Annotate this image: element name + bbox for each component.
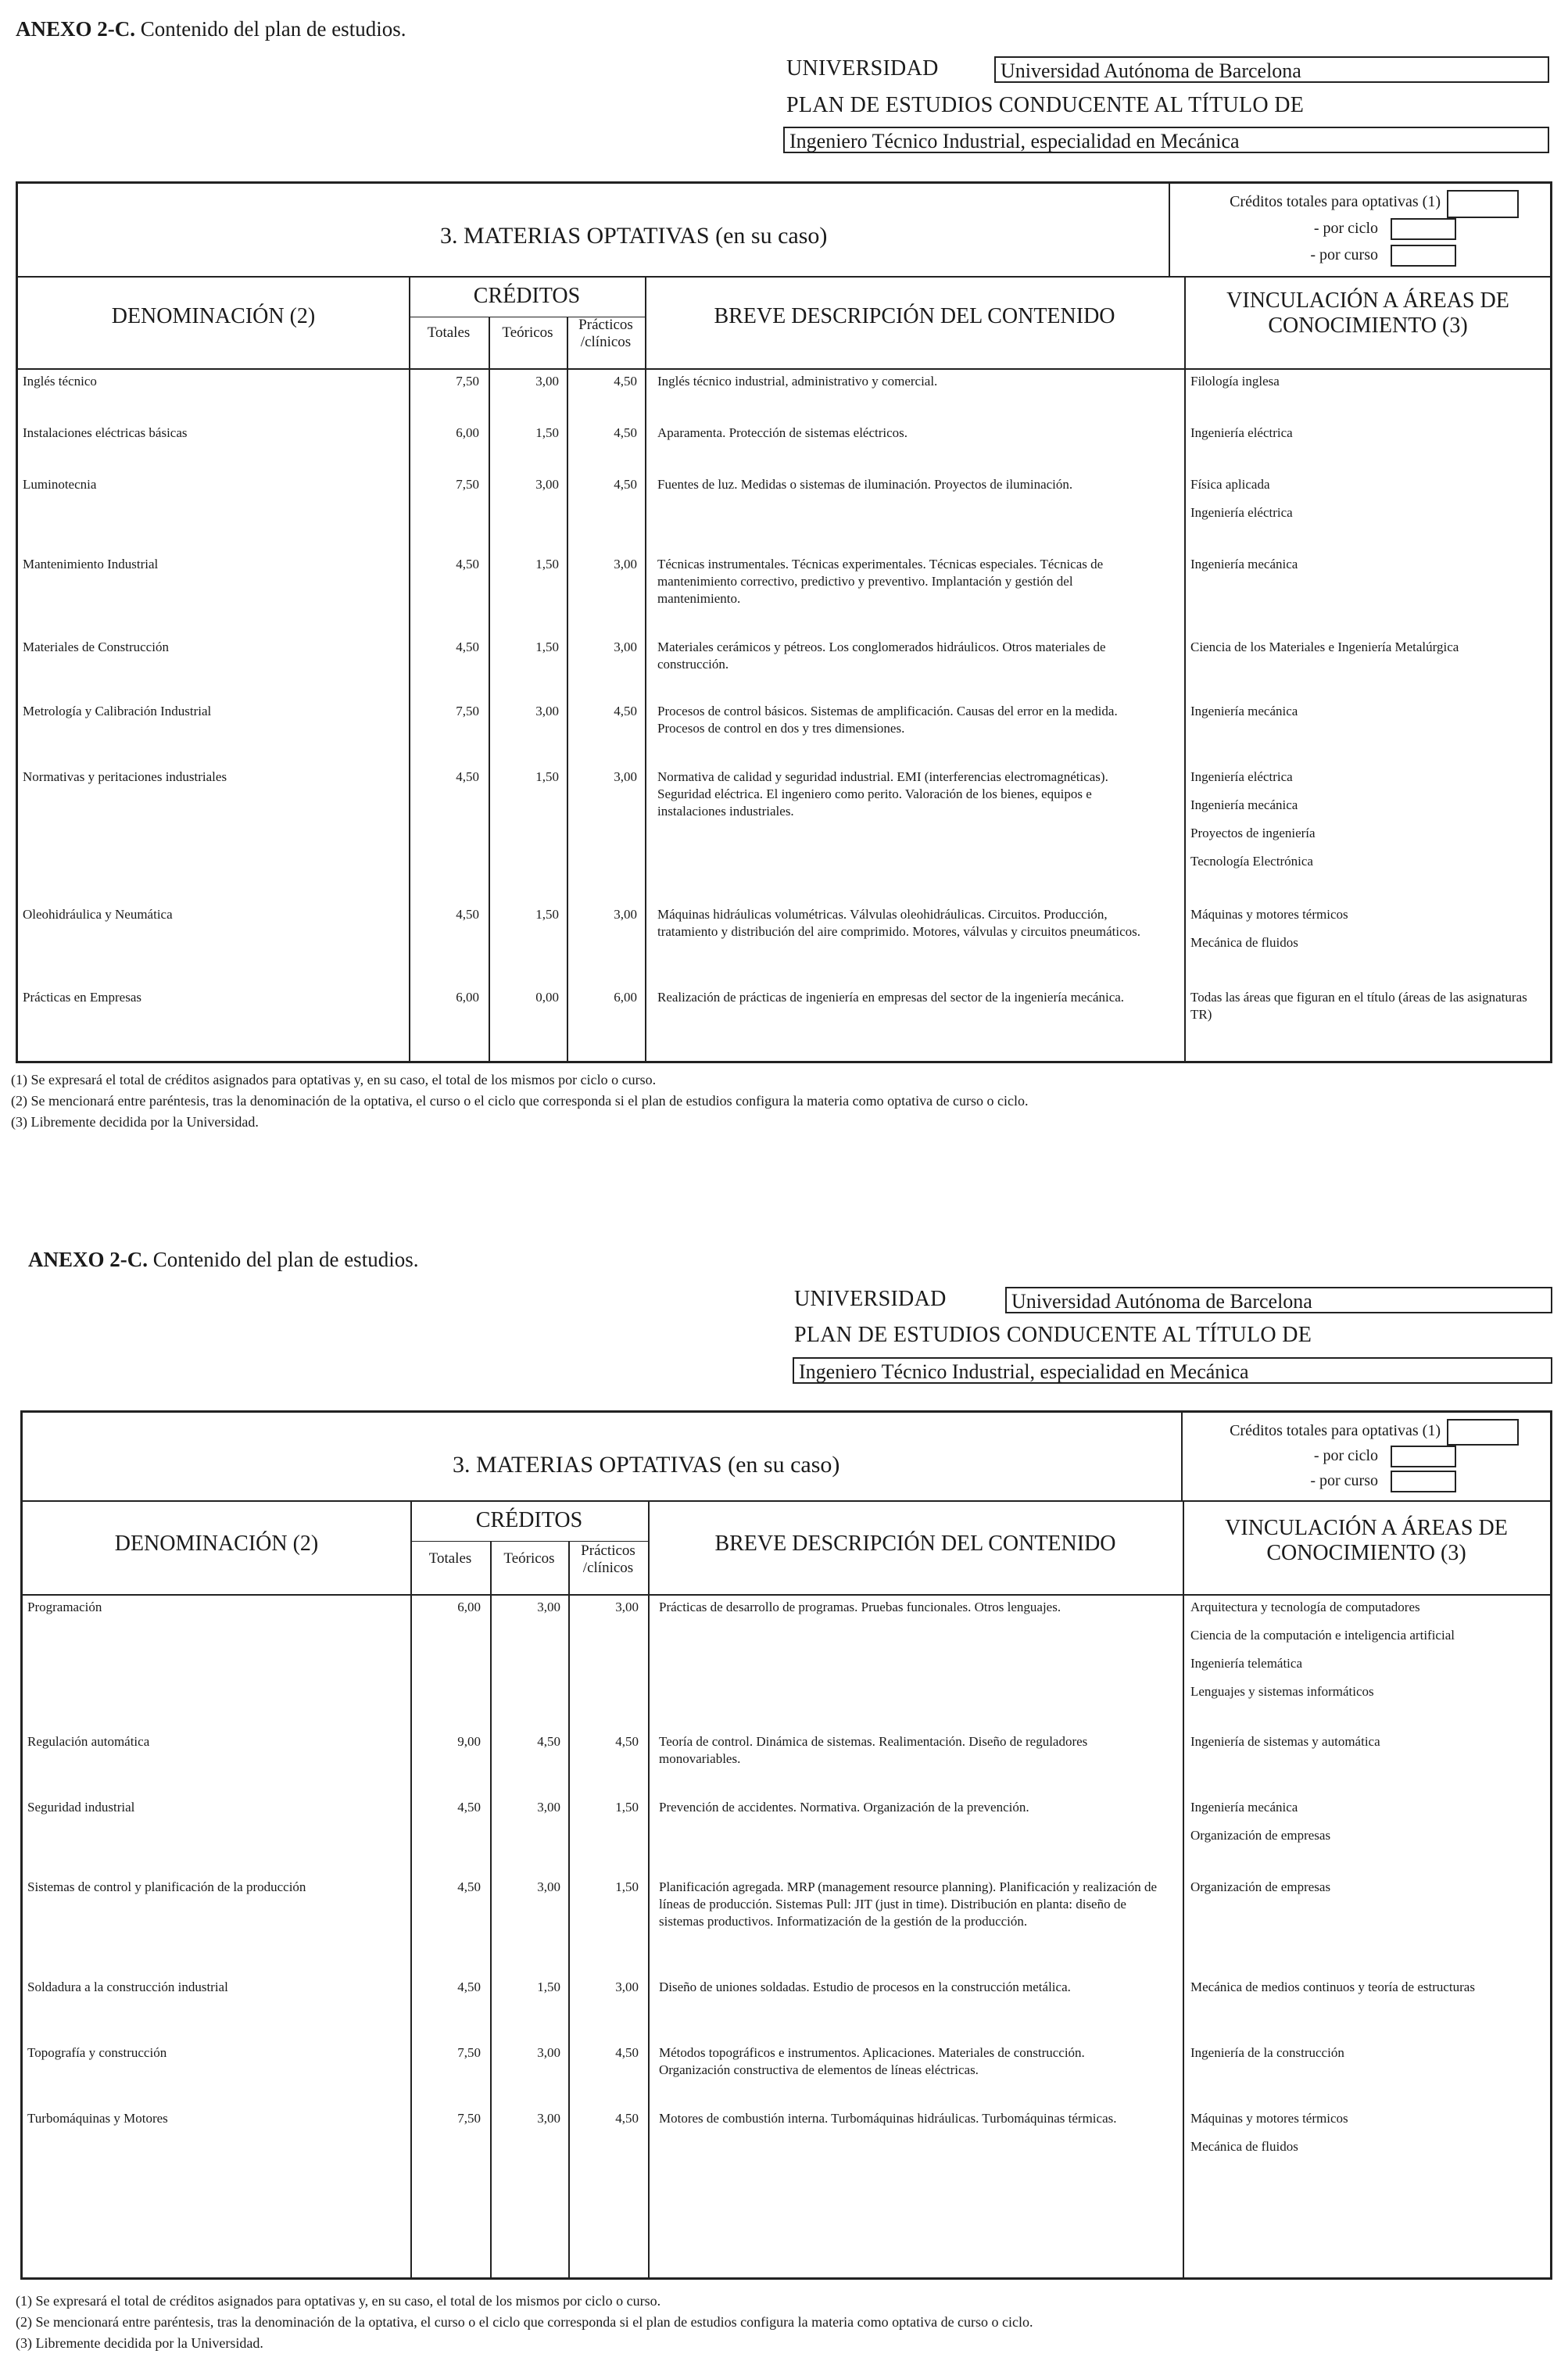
- col-totales: Totales: [428, 1550, 472, 1567]
- titulo-field: Ingeniero Técnico Industrial, especialidad en Mecánica: [783, 127, 1549, 153]
- footnote-1: (1) Se expresará el total de créditos asignados para optativas y, en su caso, el total de los mismos por ciclo o curso.: [16, 2293, 661, 2309]
- footnote-2: (2) Se mencionará entre paréntesis, tras la denominación de la optativa, el curso o el ciclo que corresponda si el plan de estudios configura la materia como optativa de curso o ciclo.: [16, 2314, 1033, 2330]
- page-heading: ANEXO 2-C. Contenido del plan de estudios.: [16, 17, 406, 41]
- footnotes: [16, 2291, 1033, 2354]
- creditos-totales-label: Créditos totales para optativas (1): [1230, 1422, 1441, 1439]
- col-totales: Totales: [427, 324, 471, 341]
- creditos-totales-field: [1447, 190, 1519, 218]
- column-headers: [23, 1500, 1550, 1596]
- col-creditos: CRÉDITOS: [475, 1508, 583, 1532]
- creditos-totales-field: [1447, 1419, 1519, 1446]
- col-denominacion: DENOMINACIÓN (2): [114, 1532, 319, 1556]
- creditos-totales-box: [1181, 1413, 1550, 1500]
- col-teoricos: Teóricos: [502, 324, 553, 341]
- por-ciclo-label: - por ciclo: [1313, 1447, 1378, 1464]
- optativas-table: 3. MATERIAS OPTATIVAS (en su caso) Créditos totales para optativas (1) - por ciclo - por curso DENOMINACIÓN (2) CRÉDITOS Totales Teóricos Prácticos /clínicos BREVE DESCRIPCIÓN DEL CONTENIDO VINCULACIÓN A ÁREAS DE CONOCIMIENTO (3) Programación 6,00 3,00 3,00 Prácticas de desarrollo de programas. Pruebas funcionales. Otros lenguajes. Arquitectura y tecnología de computadores Ciencia de la computación e inteligencia artificial Ingeniería telemática Lenguajes y sistemas informáticos Regulación automática 9,00 4,50 4,50 Teoría de control. Dinámica de sistemas. Realimentación. Diseño de reguladores monovariables. Ingeniería de sistemas y automática Seguridad industrial 4,50 3,00 1,50 Prevención de accidentes. Normativa. Organización de la prevención. Ingeniería mecánica Organización de empresas Sistemas de control y planificación de la producción 4,50 3,00 1,50 Planificación agregada. MRP (management resource planning). Planificación y realización de líneas de producción. Sistemas Pull: JIT (just in time). Distribución en planta: diseño de sistemas productivos. Informatización de la gestión de la producción. Organización de empresas Soldadura a la construcción industrial 4,50 1,50 3,00 Diseño de uniones soldadas. Estudio de procesos en la construcción metálica. Mecánica de medios continuos y teoría de estructuras Topografía y construcción 7,50 3,00 4,50 Métodos topográficos e instrumentos. Aplicaciones. Materiales de construcción. Organización constructiva de elementos de líneas eléctricas. Ingeniería de la construcción Turbomáquinas y Motores 7,50 3,00 4,50 Motores de combustión interna. Turbomáquinas hidráulicas. Turbomáquinas térmicas. Máquinas y motores térmicos Mecánica de fluidos: [20, 1410, 1552, 2280]
- section-title: 3. MATERIAS OPTATIVAS (en su caso): [453, 1452, 840, 1478]
- titulo-field: Ingeniero Técnico Industrial, especialidad en Mecánica: [793, 1357, 1552, 1384]
- por-ciclo-field: [1391, 218, 1456, 240]
- universidad-field: Universidad Autónoma de Barcelona: [1005, 1287, 1552, 1313]
- por-curso-label: - por curso: [1310, 1472, 1378, 1489]
- por-curso-field: [1391, 1471, 1456, 1492]
- optativas-table: 3. MATERIAS OPTATIVAS (en su caso) Créditos totales para optativas (1) - por ciclo - por curso DENOMINACIÓN (2) CRÉDITOS Totales Teóricos Prácticos /clínicos BREVE DESCRIPCIÓN DEL CONTENIDO VINCULACIÓN A ÁREAS DE CONOCIMIENTO (3) Inglés técnico 7,50 3,00 4,50 Inglés técnico industrial, administrativo y comercial. Filología inglesa Instalaciones eléctricas básicas 6,00 1,50 4,50 Aparamenta. Protección de sistemas eléctricos. Ingeniería eléctrica Luminotecnia 7,50 3,00 4,50 Fuentes de luz. Medidas o sistemas de iluminación. Proyectos de iluminación. Física aplicada Ingeniería eléctrica Mantenimiento Industrial 4,50 1,50 3,00 Técnicas instrumentales. Técnicas experimentales. Técnicas especiales. Técnicas de mantenimiento correctivo, predictivo y preventivo. Implantación y gestión del mantenimiento. Ingeniería mecánica Materiales de Construcción 4,50 1,50 3,00 Materiales cerámicos y pétreos. Los conglomerados hidráulicos. Otros materiales de construcción. Ciencia de los Materiales e Ingeniería Metalúrgica Metrología y Calibración Industrial 7,50 3,00 4,50 Procesos de control básicos. Sistemas de amplificación. Causas del error en la medida. Procesos de control en dos y tres dimensiones. Ingeniería mecánica Normativas y peritaciones industriales 4,50 1,50 3,00 Normativa de calidad y seguridad industrial. EMI (interferencias electromagnéticas). Seguridad eléctrica. El ingeniero como perito. Valoración de los bienes, equipos e instalaciones industriales. Ingeniería eléctrica Ingeniería mecánica Proyectos de ingeniería Tecnología Electrónica Oleohidráulica y Neumática 4,50 1,50 3,00 Máquinas hidráulicas volumétricas. Válvulas oleohidráulicas. Circuitos. Producción, tratamiento y distribución del aire comprimido. Motores, válvulas y circuitos pneumáticos. Máquinas y motores térmicos Mecánica de fluidos Prácticas en Empresas 6,00 0,00 6,00 Realización de prácticas de ingeniería en empresas del sector de la ingeniería mecánica. Todas las áreas que figuran en el título (áreas de las asignaturas TR): [16, 181, 1552, 1063]
- por-ciclo-field: [1391, 1446, 1456, 1467]
- table-title-band: [23, 1413, 1550, 1502]
- plan-label: PLAN DE ESTUDIOS CONDUCENTE AL TÍTULO DE: [794, 1323, 1312, 1347]
- col-practicos: Prácticos /clínicos: [581, 1542, 635, 1576]
- por-ciclo-label: - por ciclo: [1313, 220, 1378, 237]
- universidad-label: UNIVERSIDAD: [794, 1287, 947, 1311]
- col-descripcion: BREVE DESCRIPCIÓN DEL CONTENIDO: [714, 304, 1115, 328]
- column-headers: [18, 276, 1550, 370]
- page-heading: ANEXO 2-C. Contenido del plan de estudios.: [28, 1248, 419, 1271]
- footnote-3: (3) Libremente decidida por la Universidad.: [16, 2335, 263, 2351]
- universidad-field: Universidad Autónoma de Barcelona: [994, 56, 1549, 83]
- creditos-totales-box: [1169, 184, 1550, 276]
- col-descripcion: BREVE DESCRIPCIÓN DEL CONTENIDO: [714, 1532, 1116, 1556]
- col-teoricos: Teóricos: [503, 1550, 555, 1567]
- col-creditos: CRÉDITOS: [473, 284, 581, 308]
- universidad-label: UNIVERSIDAD: [786, 56, 939, 81]
- plan-label: PLAN DE ESTUDIOS CONDUCENTE AL TÍTULO DE: [786, 93, 1305, 117]
- footnote-2: (2) Se mencionará entre paréntesis, tras la denominación de la optativa, el curso o el ciclo que corresponda si el plan de estudios configura la materia como optativa de curso o ciclo.: [11, 1093, 1029, 1109]
- footnotes: [11, 1069, 1029, 1133]
- creditos-totales-label: Créditos totales para optativas (1): [1230, 193, 1441, 210]
- footnote-1: (1) Se expresará el total de créditos asignados para optativas y, en su caso, el total de los mismos por ciclo o curso.: [11, 1072, 657, 1087]
- col-practicos: Prácticos /clínicos: [578, 317, 633, 350]
- col-vinculacion: VINCULACIÓN A ÁREAS DE CONOCIMIENTO (3): [1225, 1516, 1508, 1565]
- footnote-3: (3) Libremente decidida por la Universidad.: [11, 1114, 259, 1130]
- col-vinculacion: VINCULACIÓN A ÁREAS DE CONOCIMIENTO (3): [1226, 288, 1509, 338]
- por-curso-field: [1391, 245, 1456, 267]
- por-curso-label: - por curso: [1310, 246, 1378, 263]
- table-title-band: [18, 184, 1550, 278]
- col-denominacion: DENOMINACIÓN (2): [111, 304, 316, 328]
- section-title: 3. MATERIAS OPTATIVAS (en su caso): [440, 223, 828, 249]
